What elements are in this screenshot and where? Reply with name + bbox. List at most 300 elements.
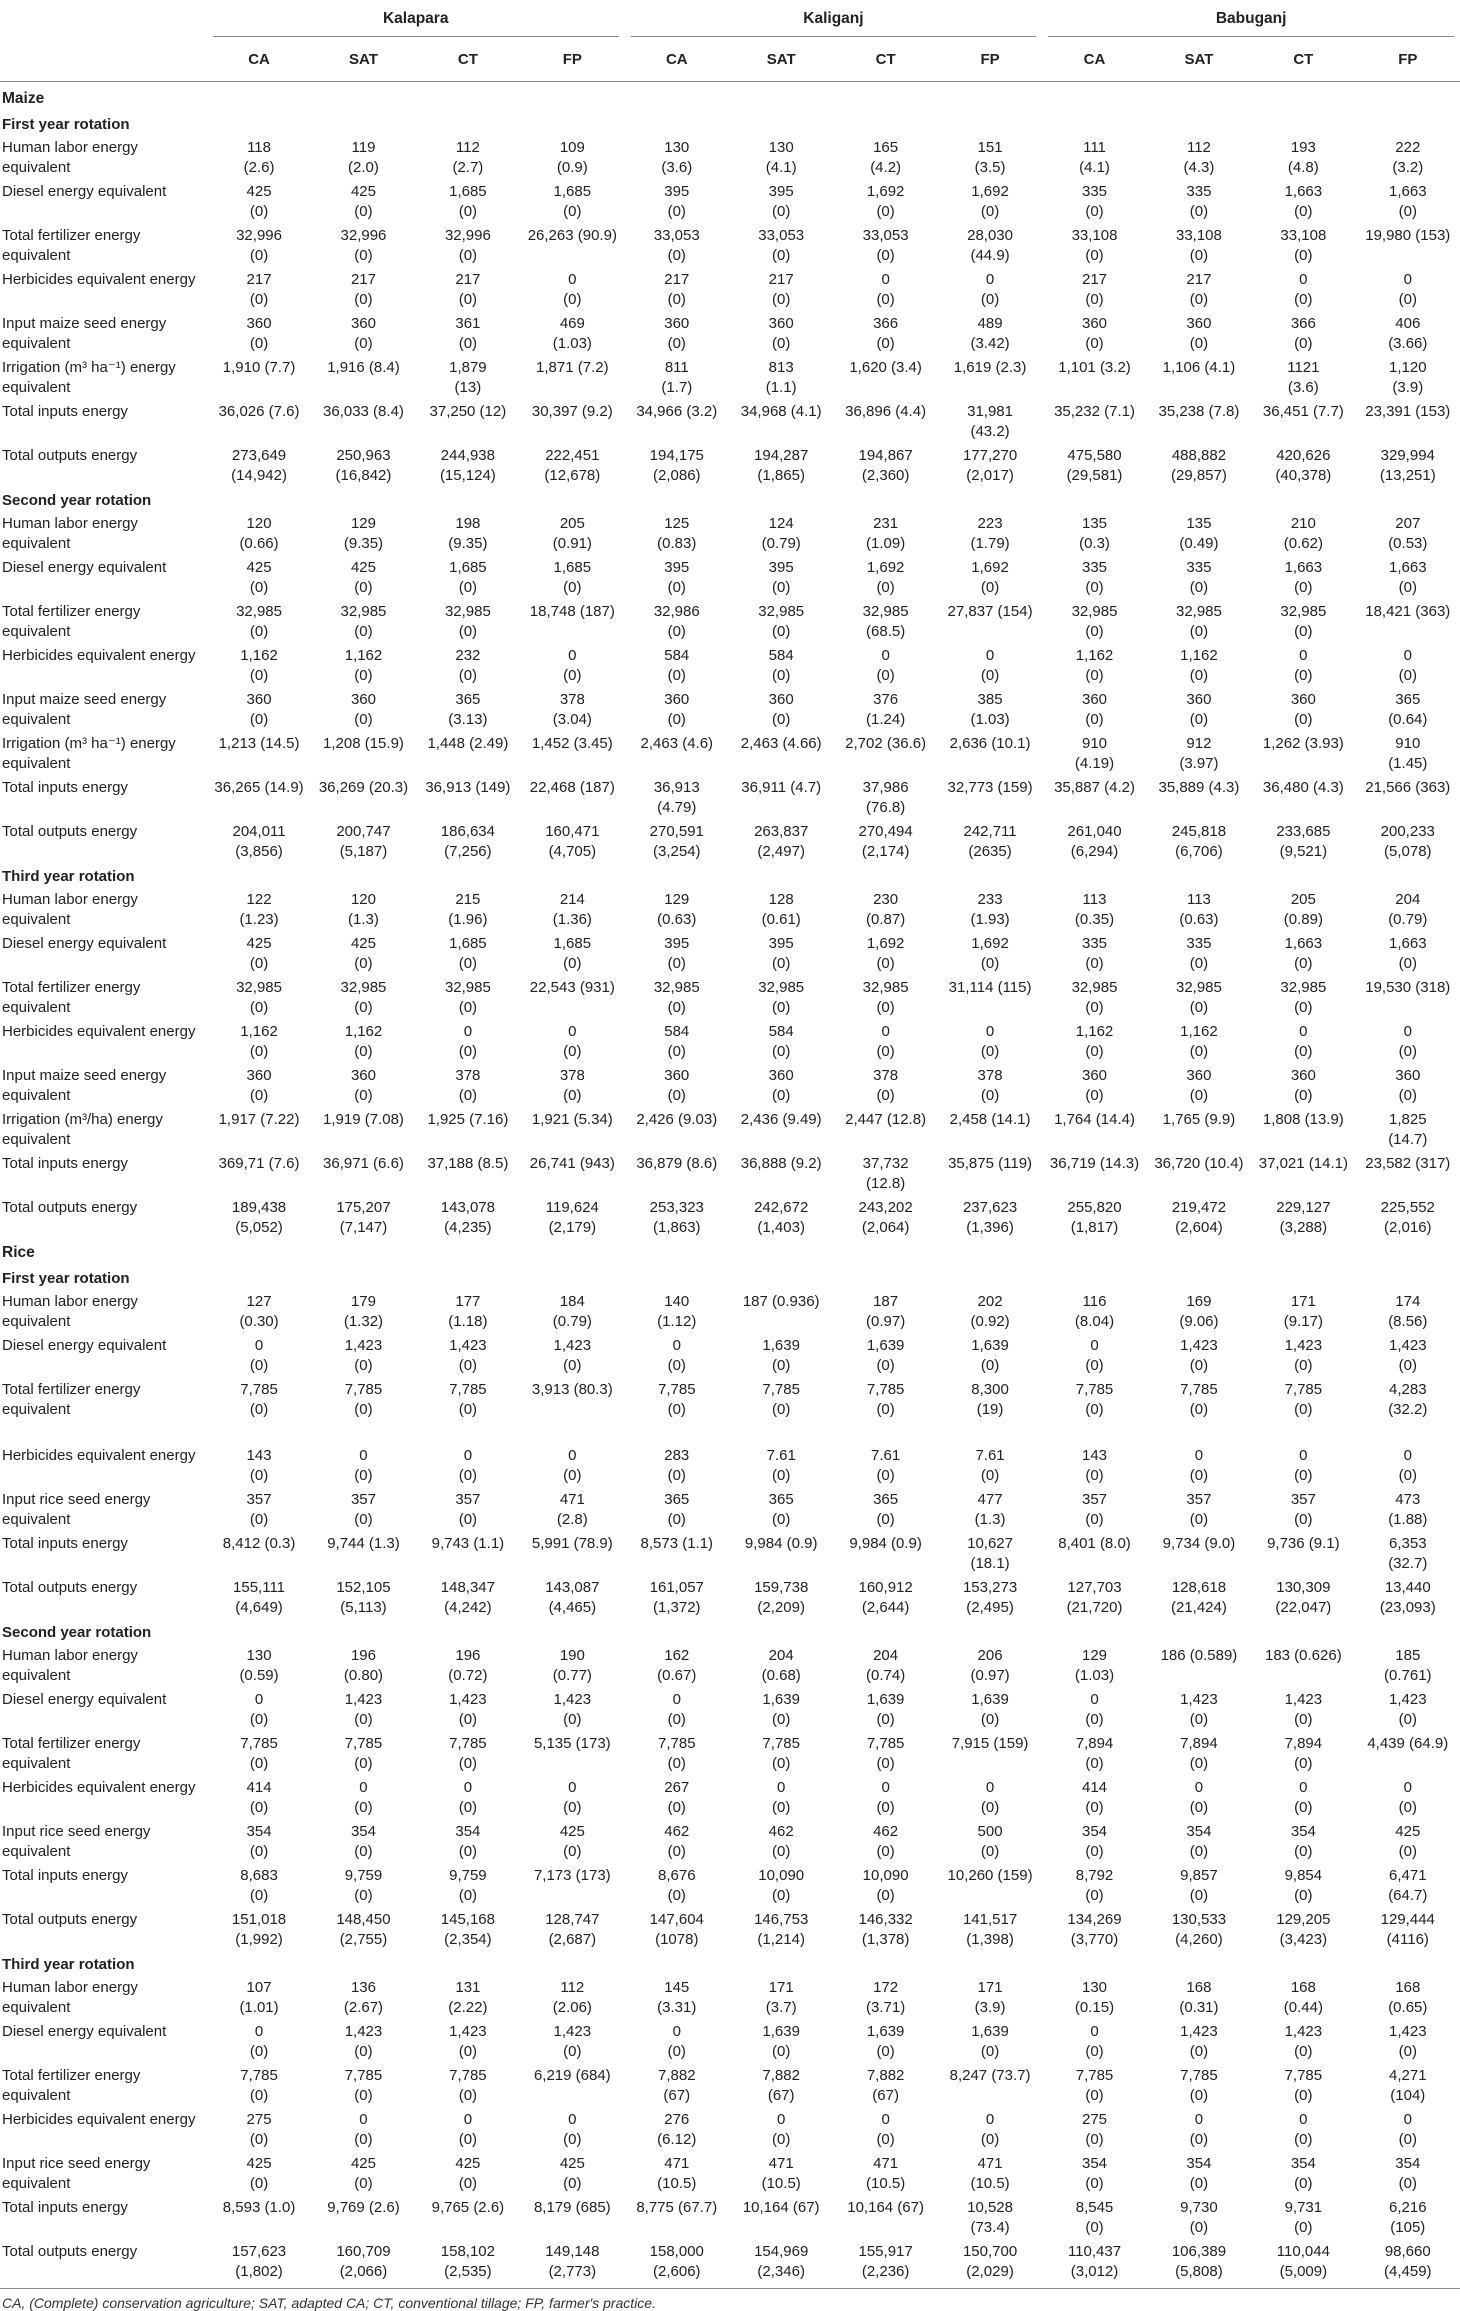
table-cell: 1,423 (0) (1180, 1337, 1218, 1374)
table-cell: 110,044 (5,009) (1276, 2243, 1330, 2280)
table-cell: 168 (0.31) (1179, 1979, 1219, 2016)
table-cell: 1,685 (0) (553, 935, 592, 972)
table-cell: 148,450 (2,755) (336, 1911, 391, 1948)
table-cell: 36,911 (4.7) (741, 779, 822, 796)
table-row (0, 556, 1460, 600)
table-cell: 1,423 (0) (449, 1691, 487, 1728)
table-cell: 366 (0) (1290, 315, 1316, 352)
table-cell: 36,269 (20.3) (318, 779, 409, 796)
table-cell: 1,910 (7.7) (222, 359, 296, 376)
table-cell: 8,412 (0.3) (222, 1535, 296, 1552)
table-cell: 35,232 (7.1) (1054, 403, 1135, 420)
table-cell: 9,769 (2.6) (327, 2199, 400, 2216)
table-cell: 1,423 (0) (1180, 1691, 1218, 1728)
crop-heading-row (0, 82, 1460, 113)
table-cell: 365 (0) (873, 1491, 899, 1528)
table-cell: 1,639 (0) (866, 2023, 905, 2060)
table-cell: 2,636 (10.1) (949, 735, 1031, 752)
table-cell: 378 (0) (977, 1067, 1003, 1104)
table-cell: 157,623 (1,802) (231, 2243, 287, 2280)
table-cell: 0 (0) (1294, 647, 1313, 684)
table-row (0, 732, 1460, 776)
table-cell: 8,401 (8.0) (1058, 1535, 1131, 1552)
table-cell: 129 (0.63) (657, 891, 697, 928)
table-cell: 1,916 (8.4) (327, 359, 400, 376)
crop-heading: Rice (2, 1244, 35, 1261)
table-cell: 0 (0) (1294, 1779, 1313, 1816)
table-cell: 245,818 (6,706) (1171, 823, 1227, 860)
table-cell: 360 (0) (1186, 1067, 1212, 1104)
table-cell: 270,591 (3,254) (649, 823, 704, 860)
table-cell: 177,270 (2,017) (962, 447, 1018, 484)
table-cell: 360 (0) (1186, 315, 1212, 352)
table-row (0, 444, 1460, 488)
treatment-header-ct: CT (833, 37, 937, 82)
table-cell: 0 (0) (980, 2111, 1000, 2148)
table-cell: 32,985 (0) (758, 603, 805, 640)
row-label: Total inputs energy (2, 2199, 128, 2216)
row-label: Total fertilizer energy equivalent (2, 2067, 141, 2104)
treatment-header-ca: CA (207, 37, 311, 82)
table-cell: 7,785 (0) (1284, 1381, 1323, 1418)
table-header (0, 10, 1460, 82)
table-cell: 0 (0) (354, 2111, 373, 2148)
table-row (0, 1196, 1460, 1240)
table-cell: 32,985 (0) (444, 979, 491, 1016)
table-cell: 425 (0) (350, 935, 376, 972)
table-cell: 275 (0) (1081, 2111, 1108, 2148)
table-cell: 360 (0) (664, 691, 690, 728)
table-cell: 1,639 (0) (762, 1691, 800, 1728)
treatment-header-fp: FP (938, 37, 1042, 82)
table-cell: 135 (0.3) (1079, 515, 1110, 552)
table-cell: 204,011 (3,856) (232, 823, 286, 860)
table-cell: 276 (6.12) (657, 2111, 697, 2148)
table-cell: 32,985 (0) (1175, 603, 1222, 640)
table-row (0, 268, 1460, 312)
table-cell: 141,517 (1,398) (962, 1911, 1018, 1948)
table-cell: 261,040 (6,294) (1067, 823, 1122, 860)
table-cell: 23,582 (317) (1365, 1155, 1451, 1172)
table-cell: 217 (0) (1186, 271, 1212, 308)
table-cell: 0 (0) (249, 2023, 269, 2060)
location-label: Kaliganj (631, 10, 1037, 37)
table-row (0, 400, 1460, 444)
table-cell: 1,106 (4.1) (1162, 359, 1236, 376)
table-cell: 165 (4.2) (870, 139, 902, 176)
table-cell: 37,732 (12.8) (862, 1155, 909, 1192)
energy-table (0, 10, 1460, 2284)
table-cell: 112 (4.3) (1183, 139, 1215, 176)
row-label: Herbicides equivalent energy (2, 2111, 196, 2128)
table-cell: 357 (0) (246, 1491, 272, 1528)
table-cell: 471 (10.5) (866, 2155, 906, 2192)
table-cell: 9,854 (0) (1284, 1867, 1323, 1904)
table-cell: 168 (0.65) (1388, 1979, 1428, 2016)
table-cell: 37,021 (14.1) (1258, 1155, 1348, 1172)
table-cell: 22,543 (931) (529, 979, 615, 996)
table-cell: 414 (0) (1081, 1779, 1108, 1816)
table-cell: 584 (0) (664, 1023, 690, 1060)
table-cell: 7,894 (0) (1180, 1735, 1218, 1772)
table-cell: 32,985 (0) (340, 979, 387, 1016)
rotation-heading-row (0, 864, 1460, 888)
table-cell: 360 (0) (350, 691, 376, 728)
table-cell: 110,437 (3,012) (1067, 2243, 1122, 2280)
table-cell: 120 (0.66) (239, 515, 279, 552)
table-cell: 210 (0.62) (1283, 515, 1323, 552)
table-cell: 9,765 (2.6) (431, 2199, 505, 2216)
table-cell: 146,332 (1,378) (858, 1911, 913, 1948)
table-cell: 1,764 (14.4) (1054, 1111, 1135, 1128)
row-label: Irrigation (m³ ha⁻¹) energy equivalent (2, 359, 176, 396)
table-cell: 354 (0) (1186, 1823, 1212, 1860)
table-cell: 174 (8.56) (1388, 1293, 1428, 1330)
table-row (0, 1444, 1460, 1488)
table-cell: 26,263 (90.9) (527, 227, 617, 244)
table-row (0, 776, 1460, 820)
table-cell: 0 (0) (1294, 2111, 1313, 2148)
row-label: Total inputs energy (2, 403, 128, 420)
table-cell: 462 (0) (768, 1823, 794, 1860)
table-cell: 130,533 (4,260) (1171, 1911, 1227, 1948)
table-cell: 146,753 (1,214) (754, 1911, 809, 1948)
table-cell: 0 (0) (772, 2111, 791, 2148)
table-cell: 18,421 (363) (1365, 603, 1451, 620)
table-cell: 128,618 (21,424) (1170, 1579, 1227, 1616)
table-cell: 0 (0) (876, 1023, 895, 1060)
table-cell: 7,785 (0) (449, 1735, 487, 1772)
table-cell: 0 (0) (1189, 2111, 1209, 2148)
table-cell: 462 (0) (664, 1823, 690, 1860)
table-cell: 222 (3.2) (1392, 139, 1424, 176)
table-cell: 217 (0) (1081, 271, 1108, 308)
table-cell: 1,639 (0) (971, 2023, 1009, 2060)
table-cell: 185 (0.761) (1384, 1647, 1432, 1684)
table-cell: 129 (1.03) (1074, 1647, 1115, 1684)
table-cell: 0 (0) (458, 2111, 478, 2148)
table-cell: 187 (0.936) (742, 1293, 820, 1310)
table-cell: 0 (0) (458, 1023, 478, 1060)
table-cell: 217 (0) (664, 271, 690, 308)
table-row (0, 1732, 1460, 1776)
table-cell: 202 (0.92) (970, 1293, 1010, 1330)
table-cell: 425 (0) (350, 559, 376, 596)
table-cell: 7,173 (173) (533, 1867, 611, 1884)
table-cell: 36,265 (14.9) (214, 779, 304, 796)
table-cell: 189,438 (5,052) (231, 1199, 287, 1236)
table-cell: 1,919 (7.08) (323, 1111, 404, 1128)
table-cell: 1,423 (0) (449, 2023, 487, 2060)
table-cell: 9,744 (1.3) (327, 1535, 400, 1552)
table-cell: 127,703 (21,720) (1066, 1579, 1123, 1616)
table-cell: 36,720 (10.4) (1154, 1155, 1244, 1172)
table-cell: 32,986 (0) (653, 603, 700, 640)
table-row (0, 1152, 1460, 1196)
table-cell: 217 (0) (350, 271, 376, 308)
table-cell: 32,985 (0) (236, 979, 282, 1016)
table-cell: 473 (1.88) (1388, 1491, 1428, 1528)
table-cell: 406 (3.66) (1388, 315, 1428, 352)
table-cell: 1,692 (0) (971, 935, 1009, 972)
table-cell: 9,730 (0) (1180, 2199, 1218, 2236)
table-cell: 477 (1.3) (974, 1491, 1006, 1528)
table-cell: 357 (0) (1290, 1491, 1316, 1528)
row-label: Total inputs energy (2, 779, 128, 796)
table-cell: 0 (0) (1085, 1337, 1104, 1374)
table-cell: 149,148 (2,773) (545, 2243, 600, 2280)
table-cell: 471 (10.5) (657, 2155, 697, 2192)
table-cell: 4,283 (32.2) (1388, 1381, 1428, 1418)
table-cell: 194,867 (2,360) (858, 447, 913, 484)
table-cell: 813 (1.1) (765, 359, 797, 396)
table-cell: 32,996 (0) (444, 227, 491, 264)
table-cell: 335 (0) (1081, 183, 1108, 220)
table-cell: 0 (0) (354, 1447, 373, 1484)
rotation-heading: Third year rotation (2, 1955, 135, 1973)
table-cell: 0 (0) (980, 1023, 1000, 1060)
table-cell: 360 (0) (1081, 1067, 1108, 1104)
table-cell: 35,875 (119) (948, 1155, 1033, 1172)
table-cell: 0 (0) (1398, 1779, 1417, 1816)
table-cell: 1121 (3.6) (1287, 359, 1320, 396)
table-cell: 27,837 (154) (947, 603, 1033, 620)
table-cell: 10,627 (18.1) (967, 1535, 1013, 1572)
table-cell: 360 (0) (1081, 691, 1108, 728)
table-cell: 237,623 (1,396) (962, 1199, 1018, 1236)
rotation-heading: Third year rotation (2, 867, 135, 885)
table-cell: 378 (3.04) (552, 691, 592, 728)
table-cell: 425 (0) (455, 2155, 481, 2192)
rotation-heading: Second year rotation (2, 1623, 152, 1641)
row-label: Total outputs energy (2, 447, 138, 464)
crop-heading: Maize (2, 90, 45, 107)
table-cell: 425 (0) (559, 2155, 585, 2192)
table-cell: 7,785 (0) (344, 1735, 383, 1772)
table-cell: 2,463 (4.66) (740, 735, 822, 752)
table-row (0, 1644, 1460, 1688)
table-cell: 354 (0) (246, 1823, 272, 1860)
row-label: Total inputs energy (2, 1155, 128, 1172)
table-cell: 0 (0) (876, 2111, 895, 2148)
table-cell: 36,480 (4.3) (1262, 779, 1344, 796)
table-cell: 9,857 (0) (1180, 1867, 1218, 1904)
table-cell: 9,736 (9.1) (1267, 1535, 1340, 1552)
table-cell: 217 (0) (246, 271, 272, 308)
table-cell: 1,162 (0) (1180, 1023, 1218, 1060)
table-cell: 360 (0) (350, 315, 376, 352)
table-cell: 354 (0) (1081, 1823, 1108, 1860)
table-row (0, 1064, 1460, 1108)
table-cell: 155,917 (2,236) (858, 2243, 913, 2280)
table-cell: 360 (0) (768, 691, 794, 728)
table-cell: 1,692 (0) (866, 559, 905, 596)
table-row (0, 820, 1460, 864)
table-cell: 1,925 (7.16) (427, 1111, 509, 1128)
table-cell: 196 (0.72) (448, 1647, 488, 1684)
table-cell: 233,685 (9,521) (1276, 823, 1331, 860)
table-cell: 0 (0) (354, 1779, 373, 1816)
table-cell: 360 (0) (246, 691, 272, 728)
table-cell: 217 (0) (455, 271, 481, 308)
table-cell: 354 (0) (455, 1823, 481, 1860)
table-cell: 385 (1.03) (970, 691, 1010, 728)
table-cell: 6,471 (64.7) (1388, 1867, 1428, 1904)
table-row (0, 1688, 1460, 1732)
table-cell: 910 (4.19) (1074, 735, 1115, 772)
table-cell: 222,451 (12,678) (544, 447, 601, 484)
table-cell: 0 (0) (1294, 1023, 1313, 1060)
table-cell: 106,389 (5,808) (1171, 2243, 1227, 2280)
table-cell: 7,882 (67) (658, 2067, 696, 2104)
row-label: Diesel energy equivalent (2, 183, 167, 200)
table-cell: 120 (1.3) (348, 891, 379, 928)
crop-heading-row (0, 1240, 1460, 1266)
table-cell: 31,981 (43.2) (967, 403, 1013, 440)
table-cell: 360 (0) (664, 315, 690, 352)
table-cell: 1,423 (0) (1180, 2023, 1218, 2060)
table-cell: 378 (0) (873, 1067, 899, 1104)
row-label: Input rice seed energy equivalent (2, 1491, 151, 1528)
table-cell: 357 (0) (455, 1491, 481, 1528)
table-cell: 112 (2.06) (552, 1979, 592, 2016)
table-cell: 179 (1.32) (343, 1293, 384, 1330)
table-cell: 205 (0.91) (552, 515, 592, 552)
row-label: Total outputs energy (2, 1199, 138, 1216)
table-cell: 155,111 (4,649) (233, 1579, 286, 1616)
table-cell: 283 (0) (664, 1447, 690, 1484)
table-cell: 233 (1.93) (970, 891, 1010, 928)
table-cell: 183 (0.626) (1264, 1647, 1342, 1664)
table-row (0, 1776, 1460, 1820)
table-cell: 0 (0) (563, 1779, 582, 1816)
table-cell: 243,202 (2,064) (858, 1199, 913, 1236)
table-cell: 129,444 (4116) (1380, 1911, 1435, 1948)
table-cell: 425 (0) (246, 2155, 272, 2192)
row-label: Diesel energy equivalent (2, 2023, 167, 2040)
table-cell: 217 (0) (768, 271, 794, 308)
table-cell: 7,785 (0) (866, 1381, 905, 1418)
table-cell: 8,300 (19) (971, 1381, 1009, 1418)
table-cell: 37,986 (76.8) (862, 779, 909, 816)
table-cell: 186 (0.589) (1160, 1647, 1238, 1664)
table-cell: 98,660 (4,459) (1384, 2243, 1432, 2280)
table-cell: 0 (0) (563, 2111, 582, 2148)
header-blank (0, 10, 207, 37)
table-cell: 1,871 (7.2) (536, 359, 609, 376)
table-cell: 33,053 (0) (758, 227, 805, 264)
row-label: Herbicides equivalent energy (2, 1447, 196, 1464)
table-cell: 354 (0) (1290, 2155, 1316, 2192)
table-cell: 184 (0.79) (552, 1293, 592, 1330)
table-cell: 152,105 (5,113) (336, 1579, 391, 1616)
table-cell: 354 (0) (1395, 2155, 1421, 2192)
table-cell: 28,030 (44.9) (967, 227, 1013, 264)
row-label: Total fertilizer energy equivalent (2, 1381, 141, 1418)
table-cell: 395 (0) (768, 183, 794, 220)
table-cell: 9,759 (0) (344, 1867, 383, 1904)
rotation-heading-row (0, 1266, 1460, 1290)
table-cell: 1,423 (0) (553, 2023, 592, 2060)
table-cell: 1,162 (0) (240, 1023, 278, 1060)
table-cell: 0 (0) (563, 1447, 582, 1484)
rotation-heading-row (0, 112, 1460, 136)
table-cell: 1,423 (0) (1389, 1337, 1427, 1374)
table-cell: 489 (3.42) (970, 315, 1010, 352)
table-cell: 21,566 (363) (1365, 779, 1451, 796)
table-cell: 395 (0) (768, 935, 794, 972)
table-cell: 360 (0) (1081, 315, 1108, 352)
table-cell: 1,262 (3.93) (1262, 735, 1344, 752)
rotation-heading: First year rotation (2, 1269, 130, 1287)
table-cell: 912 (3.97) (1179, 735, 1219, 772)
table-row (0, 976, 1460, 1020)
table-cell: 1,639 (0) (866, 1337, 905, 1374)
table-cell: 378 (0) (559, 1067, 585, 1104)
table-cell: 1,162 (0) (240, 647, 278, 684)
table-cell: 250,963 (16,842) (335, 447, 392, 484)
table-cell: 8,775 (67.7) (636, 2199, 718, 2216)
table-cell: 2,702 (36.6) (845, 735, 927, 752)
table-cell: 360 (0) (1290, 1067, 1316, 1104)
table-cell: 187 (0.97) (866, 1293, 906, 1330)
table-cell: 5,135 (173) (533, 1735, 611, 1752)
table-cell: 36,719 (14.3) (1049, 1155, 1140, 1172)
table-cell: 365 (0) (768, 1491, 794, 1528)
table-cell: 36,879 (8.6) (636, 1155, 718, 1172)
table-cell: 130 (0.15) (1074, 1979, 1115, 2016)
table-cell: 425 (0) (1395, 1823, 1421, 1860)
location-header-kaliganj (625, 10, 1043, 37)
table-cell: 354 (0) (350, 1823, 376, 1860)
table-row (0, 2196, 1460, 2240)
table-cell: 204 (0.68) (761, 1647, 801, 1684)
table-cell: 360 (0) (768, 1067, 794, 1104)
table-cell: 1,639 (0) (971, 1691, 1009, 1728)
table-cell: 18,748 (187) (529, 603, 615, 620)
table-cell: 130 (0.59) (239, 1647, 279, 1684)
table-cell: 0 (0) (980, 271, 1000, 308)
row-label: Total outputs energy (2, 2243, 138, 2260)
table-cell: 200,233 (5,078) (1380, 823, 1435, 860)
treatment-header-sat: SAT (729, 37, 833, 82)
table-cell: 2,458 (14.1) (949, 1111, 1031, 1128)
table-cell: 395 (0) (664, 183, 690, 220)
table-cell: 1,685 (0) (553, 183, 592, 220)
table-row (0, 2240, 1460, 2284)
row-label: Total outputs energy (2, 1911, 138, 1928)
table-cell: 32,773 (159) (947, 779, 1033, 796)
table-cell: 151 (3.5) (974, 139, 1006, 176)
table-cell: 162 (0.67) (657, 1647, 697, 1684)
table-cell: 153,273 (2,495) (962, 1579, 1018, 1616)
row-label: Input rice seed energy equivalent (2, 1823, 151, 1860)
table-cell: 360 (0) (246, 315, 272, 352)
table-cell: 378 (0) (455, 1067, 481, 1104)
table-cell: 13,440 (23,093) (1379, 1579, 1436, 1616)
table-cell: 33,053 (0) (653, 227, 700, 264)
table-cell: 425 (0) (246, 183, 272, 220)
table-cell: 32,985 (0) (340, 603, 387, 640)
table-cell: 0 (0) (1294, 1447, 1313, 1484)
treatment-header-ca: CA (1042, 37, 1146, 82)
table-cell: 360 (0) (350, 1067, 376, 1104)
treatment-header-sat: SAT (1147, 37, 1251, 82)
table-cell: 9,759 (0) (449, 1867, 487, 1904)
table-cell: 0 (0) (1189, 1779, 1209, 1816)
table-cell: 145 (3.31) (657, 1979, 697, 2016)
table-cell: 335 (0) (1186, 183, 1212, 220)
